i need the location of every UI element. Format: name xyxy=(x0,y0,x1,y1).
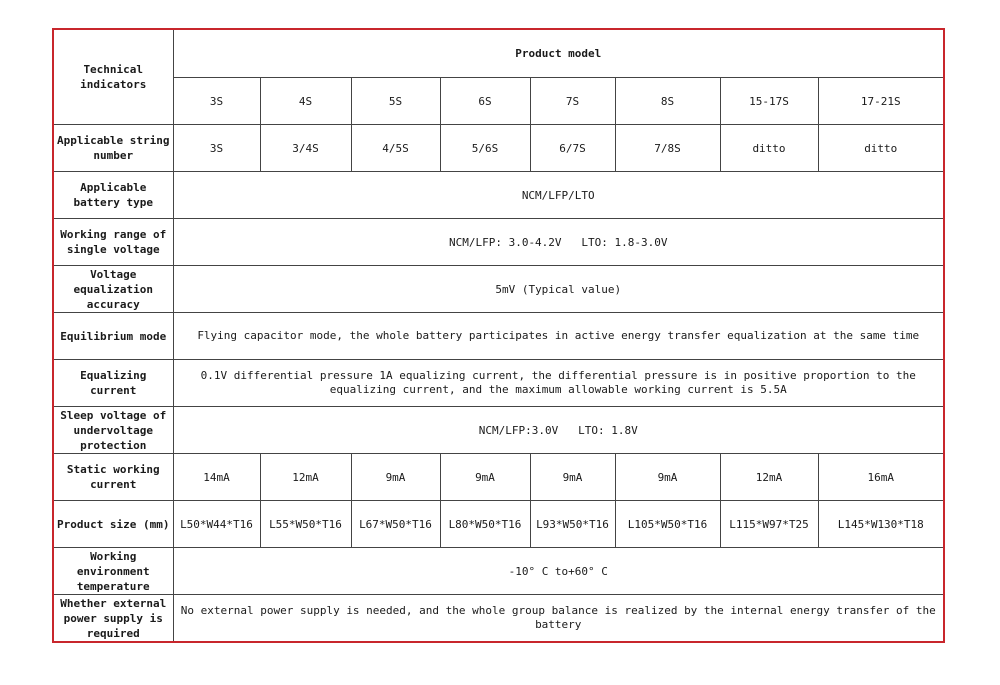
spec-table xyxy=(52,28,945,643)
row-label: Working range of single voltage xyxy=(53,219,173,266)
row-label: Whether external power supply is required xyxy=(53,595,173,643)
row-label: Applicable string number xyxy=(53,125,173,172)
model-cell: 7S xyxy=(530,78,615,125)
model-cell: 3S xyxy=(173,78,260,125)
value-cell: 5/6S xyxy=(440,125,530,172)
merged-value-cell: 5mV (Typical value) xyxy=(173,266,944,313)
model-cell: 8S xyxy=(615,78,720,125)
row-product-size xyxy=(53,501,944,548)
row-external-power xyxy=(53,595,944,643)
value-cell: 6/7S xyxy=(530,125,615,172)
value-cell: L105*W50*T16 xyxy=(615,501,720,548)
row-equalizing-current xyxy=(53,360,944,407)
model-cell: 15-17S xyxy=(720,78,818,125)
value-cell: 9mA xyxy=(440,454,530,501)
row-working-range xyxy=(53,219,944,266)
merged-value-cell: Flying capacitor mode, the whole battery participates in active energy transfer equalization at the same time xyxy=(173,313,944,360)
row-static-current xyxy=(53,454,944,501)
corner-label: Technical indicators xyxy=(53,29,173,125)
value-cell: L115*W97*T25 xyxy=(720,501,818,548)
value-cell: 9mA xyxy=(530,454,615,501)
merged-value-cell: No external power supply is needed, and the whole group balance is realized by the internal energy transfer of the battery xyxy=(173,595,944,643)
row-battery-type xyxy=(53,172,944,219)
value-cell: ditto xyxy=(818,125,944,172)
model-cell: 4S xyxy=(260,78,351,125)
merged-value-cell: NCM/LFP:3.0V LTO: 1.8V xyxy=(173,407,944,454)
model-cell: 5S xyxy=(351,78,440,125)
row-sleep-voltage xyxy=(53,407,944,454)
row-label: Working environment temperature xyxy=(53,548,173,595)
value-cell: 7/8S xyxy=(615,125,720,172)
row-equilibrium-mode xyxy=(53,313,944,360)
model-row xyxy=(53,78,944,125)
merged-value-cell: 0.1V differential pressure 1A equalizing current, the differential pressure is in positive proportion to the equalizing current, and the maximum allowable working current is 5.5A xyxy=(173,360,944,407)
value-cell: 16mA xyxy=(818,454,944,501)
value-cell: 3/4S xyxy=(260,125,351,172)
row-label: Sleep voltage of undervoltage protection xyxy=(53,407,173,454)
value-cell: 12mA xyxy=(260,454,351,501)
model-cell: 6S xyxy=(440,78,530,125)
value-cell: L80*W50*T16 xyxy=(440,501,530,548)
value-cell: 9mA xyxy=(351,454,440,501)
value-cell: L55*W50*T16 xyxy=(260,501,351,548)
product-model-header: Product model xyxy=(173,29,944,78)
row-temperature xyxy=(53,548,944,595)
row-string-number xyxy=(53,125,944,172)
value-cell: 9mA xyxy=(615,454,720,501)
value-cell: L93*W50*T16 xyxy=(530,501,615,548)
row-equalization-accuracy xyxy=(53,266,944,313)
value-cell: L145*W130*T18 xyxy=(818,501,944,548)
model-cell: 17-21S xyxy=(818,78,944,125)
merged-value-cell: -10° C to+60° C xyxy=(173,548,944,595)
header-row-1 xyxy=(53,29,944,78)
value-cell: 14mA xyxy=(173,454,260,501)
row-label: Voltage equalization accuracy xyxy=(53,266,173,313)
row-label: Equalizing current xyxy=(53,360,173,407)
row-label: Static working current xyxy=(53,454,173,501)
value-cell: ditto xyxy=(720,125,818,172)
row-label: Product size (mm) xyxy=(53,501,173,548)
value-cell: 12mA xyxy=(720,454,818,501)
merged-value-cell: NCM/LFP/LTO xyxy=(173,172,944,219)
merged-value-cell: NCM/LFP: 3.0-4.2V LTO: 1.8-3.0V xyxy=(173,219,944,266)
value-cell: 4/5S xyxy=(351,125,440,172)
value-cell: 3S xyxy=(173,125,260,172)
row-label: Equilibrium mode xyxy=(53,313,173,360)
row-label: Applicable battery type xyxy=(53,172,173,219)
value-cell: L50*W44*T16 xyxy=(173,501,260,548)
value-cell: L67*W50*T16 xyxy=(351,501,440,548)
